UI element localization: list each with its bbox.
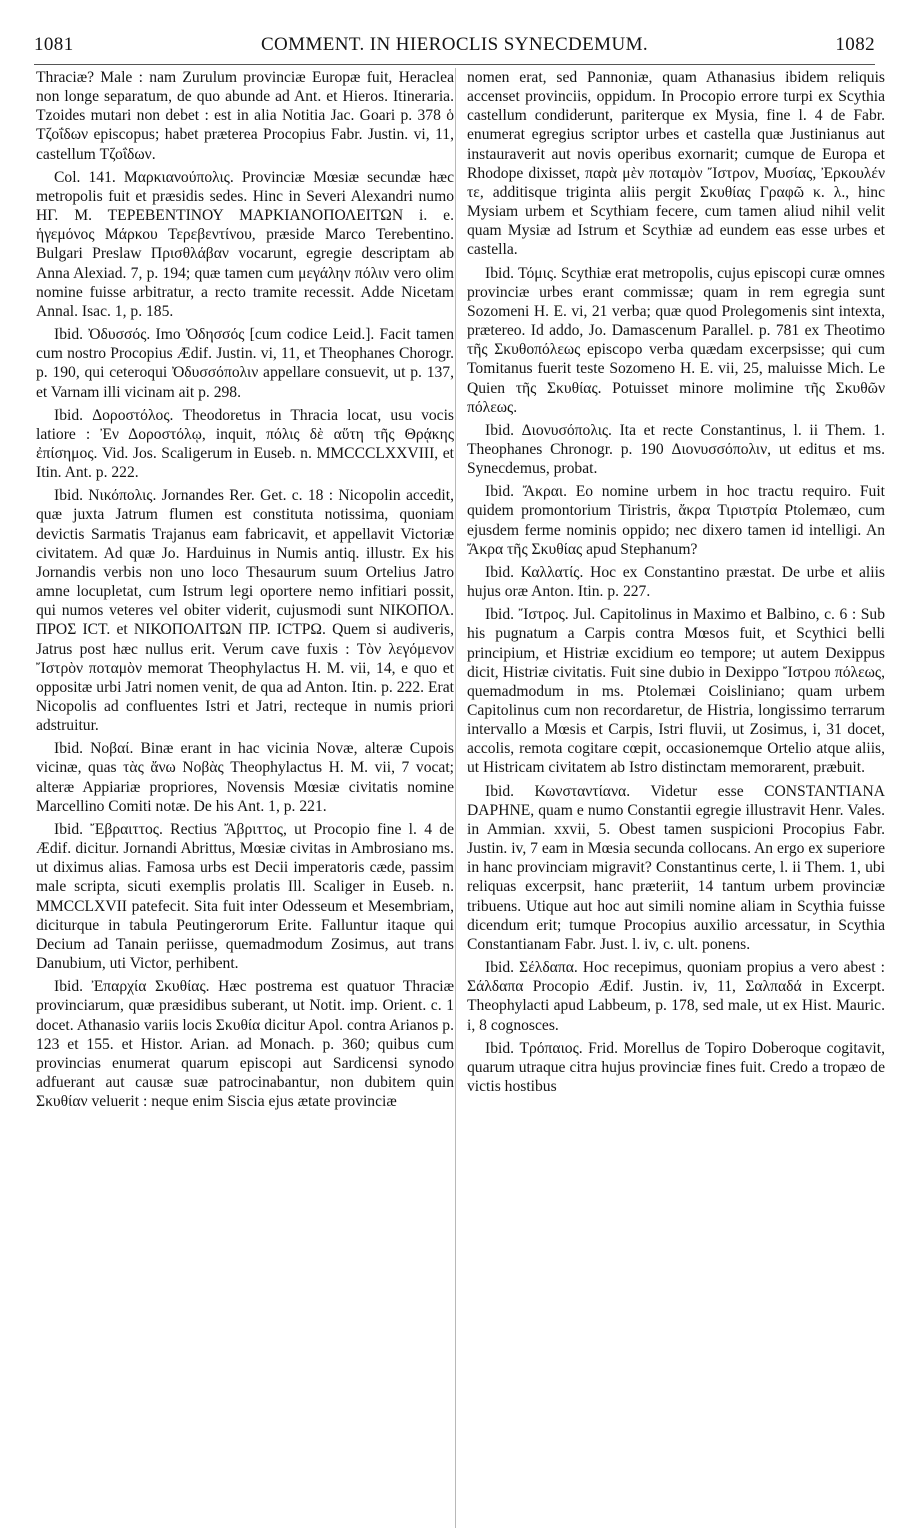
column-divider [455, 68, 456, 1528]
paragraph: Ibid. Ἔβραιττος. Rectius Ἄβριττος, ut Procopio fine l. 4 de Ædif. dicitur. Jornandi Abrittus, Mœsiæ civitas in Ambrosiano ms. ut diximus alias. Famosa urbs est Decii imperatoris cæde, passim male scripta, sicuti exemplis prolatis Ill. Scaliger in Euseb. n. MMCCLXVII patefecit. Sita fuit inter Odesseum et Mesembriam, diciturque in tabula Peutingerorum Erite. Falluntur itaque qui Decium ad Tanain periisse, quemadmodum Zosimus, aut trans Danubium, uti Victor, perhibent. [36, 820, 454, 973]
header-rule [34, 64, 875, 65]
paragraph: Ibid. Δοροστόλος. Theodoretus in Thracia locat, usu vocis latiore : Ἐν Δοροστόλῳ, inquit, πόλις δὲ αὕτη τῆς Θρᾴκης ἐπίσημος. Vid. Jos. Scaligerum in Euseb. n. MMCCCLXXVIII, et Itin. Ant. p. 222. [36, 406, 454, 482]
right-column [467, 68, 885, 1100]
paragraph: Ibid. Ὀδυσσός. Imo Ὀδησσός [cum codice Leid.]. Facit tamen cum nostro Procopius Ædif. Justin. vi, 11, et Theophanes Chorogr. p. 190, qui ceteroqui Ὀδυσσόπολιν appellare consuevit, ut p. 137, et Varnam illi vicinam ait p. 298. [36, 326, 454, 401]
paragraph: Thraciæ? Male : nam Zurulum provinciæ Europæ fuit, Heraclea non longe separatum, de quo abunde ad Ant. et Hieros. Itineraria. Tzoides mutari non debet : est in alia Notitia Jac. Goari p. 378 ὁ Τζοΐδων episcopus; habet præterea Procopius Fabr. Justin. vi, 11, castellum Τζοΐδων. [36, 69, 454, 163]
paragraph: Ibid. Κωνσταντίανα. Videtur esse CONSTANTIANA DAPHNE, quam e numo Constantii egregie illustravit Henr. Vales. in Ammian. xxvii, 5. Obest tamen suspicioni Procopius Fabr. Justin. iv, 7 eam in Mœsia secunda collocans. An ergo ex superiore in hanc provinciam migravit? Constantinus certe, l. ii Them. 1, ubi reliquas excerpsit, hanc præteriit, 14 tantum urbem provinciæ tribuens. Utique aut hoc aut simili nomine aliam in Scythia fuisse dicendum erit; tumque Procopius auxilio arcessatur, in Scythia Constantianam Fabr. Just. l. iv, c. ult. ponens. [467, 782, 885, 953]
paragraph: Ibid. Ἐπαρχία Σκυθίας. Hæc postrema est quatuor Thraciæ provinciarum, quæ præsidibus suberant, ut Notit. imp. Orient. c. 1 docet. Athanasio variis locis Σκυθία dicitur Apol. contra Arianos p. 123 et 155. et Histor. Arian. ad Monach. p. 360; quibus cum provincias enumerat quarum episcopi aut Sardicensi synodo adfuerant aut causæ suæ patrocinabantur, non dubitem quin Σκυθίαν veluerit : neque enim Siscia ejus ætate provinciæ [36, 978, 454, 1111]
paragraph: Ibid. Τόμις. Scythiæ erat metropolis, cujus episcopi curæ omnes provinciæ urbes erant commissæ; quam in rem egregia sunt Sozomeni H. E. vi, 21 verba; quæ quod Prolegomenis sint intexta, prætereo. Id addo, Jo. Damascenum Parallel. p. 781 ex Theotimo τῆς Σκυθοπόλεως episcopo verba quædam excerpsisse; qui cum Tomitanus fuerit teste Sozomeno H. E. vii, 25, maluisse Mich. Le Quien τῆς Σκυθίας. Potuisset minore molimine τῆς Σκυθῶν πόλεως. [467, 264, 885, 416]
page-number-left: 1081 [34, 34, 74, 55]
paragraph: Ibid. Σέλδαπα. Hoc recepimus, quoniam propius a vero abest : Σάλδαπα Procopio Ædif. Justin. iv, 11, Σαλπαδά in Excerpt. Theophylacti apud Labbeum, p. 178, sed male, ut ex Hist. Mauric. i, 8 cognosces. [467, 959, 885, 1034]
paragraph: Ibid. Διονυσόπολις. Ita et recte Constantinus, l. ii Them. 1. Theophanes Chronogr. p. 190 Διονυσσόπολιν, ut editus et ms. Synecdemus, probat. [467, 421, 885, 478]
paragraph: Ibid. Καλλατίς. Hoc ex Constantino præstat. De urbe et aliis hujus oræ Anton. Itin. p. 227. [467, 563, 885, 601]
page-number-right: 1082 [835, 34, 875, 55]
paragraph: Ibid. Νικόπολις. Jornandes Rer. Get. c. 18 : Nicopolin accedit, quæ juxta Jatrum flumen est constituta notissima, quoniam devictis Sarmatis Trajanus eam fabricavit, et appellavit Victoriæ civitatem. Ad quæ Jo. Harduinus in Numis antiq. illustr. Ex his Jornandis verbis non uno loco Thesaurum suum Ortelius Jatro amne locupletat, cum Istrum legi oportere nemo infitiari possit, qui numos veteres vel obiter viderit, cujusmodi sunt ΝΙΚΟΠΟΛ. ΠΡΟΣ ΙСΤ. et ΝΙΚΟΠΟΛΙΤΩΝ ΠΡ. ΙСΤΡΩ. Quem si audiveris, Jatrus post hæc nullus erit. Verum cave fuxis : Τὸν λεγόμενον Ἴστρὸν ποταμὸν memorat Theophylactus H. M. vii, 14, e quo et oppositæ urbi Jatri nomen venit, de qua ad Anton. Itin. p. 222. Erat Nicopolis ad confluentes Istri et Jatri, recteque in numis priori adstruitur. [36, 487, 454, 735]
running-header [34, 34, 875, 62]
running-title: COMMENT. IN HIEROCLIS SYNECDEMUM. [260, 34, 649, 55]
paragraph: Ibid. Ἄκραι. Eo nomine urbem in hoc tractu requiro. Fuit quidem promontorium Tiristris, ἄκρα Τιριστρία Ptolemæo, cum ejusdem ferme nominis oppido; nec dixero tamen id intelligi. An Ἄκρα τῆς Σκυθίας apud Stephanum? [467, 483, 885, 558]
paragraph: Ibid. Νοβαί. Binæ erant in hac vicinia Novæ, alteræ Cupois vicinæ, quas τὰς ἄνω Νοβὰς Theophylactus H. M. vii, 7 vocat; alteræ Appiariæ propriores, Novensis Mœsiæ civitatis nomine Marcellino Comiti notæ. De his Ant. 1, p. 221. [36, 740, 454, 815]
paragraph: nomen erat, sed Pannoniæ, quam Athanasius ibidem reliquis accenset provinciis, oppidum. In Procopio errore turpi ex Scythia castellum condiderunt, pariterque ex Mysia, fine l. 4 de Fabr. enumerat egregius scriptor urbes et castella quæ Justinianus aut instauraverit aut novis operibus exornarit; cumque de Europa et Rhodope dixisset, παρὰ μὲν ποταμὸν Ἴστρον, Μυσίας, Ἐρκουλέν τε, additisque triginta aliis pergit Σκυθίας Γραφῶ κ. λ., hinc Mysiam urbem et Scythiam fecere, cum tamen aliud nihil velit quam Mysiæ ad Istrum et Scythiæ ad eundem eas esse urbes et castella. [467, 69, 885, 259]
paragraph: Col. 141. Μαρκιανούπολις. Provinciæ Mœsiæ secundæ hæc metropolis fuit et præsidis sedes. Hinc in Severi Alexandri numo ΗΓ. Μ. ΤΕΡΕΒΕΝΤΙΝΟΥ ΜΑΡΚΙΑΝΟΠΟΛΕΙΤΩΝ i. e. ἡγεμόνος Μάρκου Τερεβεντίνου, præside Marco Terebentino. Bulgari Preslaw Πρισθλάβαν vocarunt, egregie descriptam ab Anna Alexiad. 7, p. 194; quæ tamen cum μεγάλην πόλιν vero olim nomine fuisse arbitratur, a recto tramite recessit. Adde Nicetam Annal. Isac. 1, p. 185. [36, 168, 454, 320]
paragraph: Ibid. Τρόπαιος. Frid. Morellus de Topiro Doberoque cogitavit, quarum utraque citra hujus provinciæ fines fuit. Credo a tropæo de victis hostibus [467, 1039, 885, 1095]
left-column [36, 68, 454, 1115]
paragraph: Ibid. Ἴστρος. Jul. Capitolinus in Maximo et Balbino, c. 6 : Sub his pugnatum a Carpis contra Mœsos fuit, et Scythici belli principium, et Histriæ excidium eo tempore; ut autem Dexippus dicit, Histriæ civitatis. Fuit sine dubio in Dexippo Ἴστρου πόλεως, quemadmodum in ms. Ptolemæi Coisliniano; quam urbem Capitolinus cum non recordaretur, de Histria, longissimo terrarum intervallo a Mœsis et Carpis, Istri fluvii, ut Zosimus, i, 31 docet, accolis, remota cogitare cœpit, occasionemque Ortelio atque aliis, ut Histricam civitatem ab Istro distinctam memorarent, præbuit. [467, 606, 885, 777]
